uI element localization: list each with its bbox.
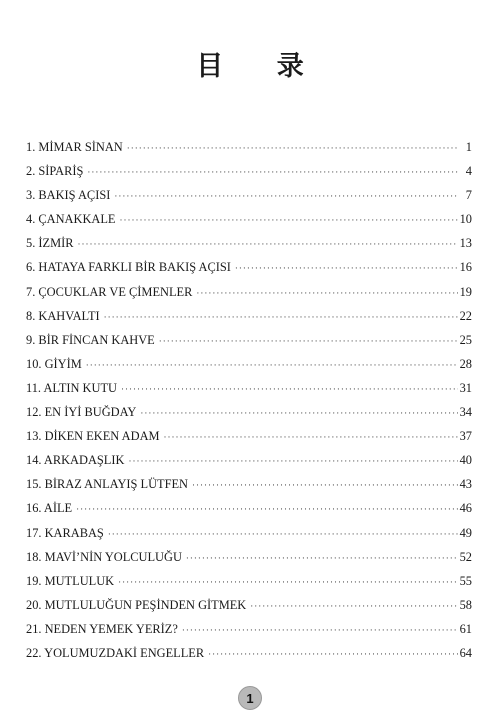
toc-entry-page-number: 28 <box>459 356 472 371</box>
toc-entry-title: 8. KAHVALTI <box>26 308 100 323</box>
toc-entry[interactable] <box>26 236 472 260</box>
toc-entry-page-number: 31 <box>459 380 472 395</box>
toc-entry-title: 9. BİR FİNCAN KAHVE <box>26 332 155 347</box>
dot-leader <box>118 578 458 587</box>
dot-leader <box>235 264 458 273</box>
toc-entry-title: 6. HATAYA FARKLI BİR BAKIŞ AÇISI <box>26 260 231 275</box>
toc-entry[interactable] <box>26 333 472 357</box>
toc-entry-title: 7. ÇOCUKLAR VE ÇİMENLER <box>26 284 193 299</box>
toc-entry-title: 4. ÇANAKKALE <box>26 212 116 227</box>
toc-entry[interactable] <box>26 381 472 405</box>
dot-leader <box>121 385 458 394</box>
dot-leader <box>78 240 458 249</box>
toc-entry-title: 1. MİMAR SİNAN <box>26 140 123 154</box>
toc-entry-page-number: 19 <box>459 284 472 299</box>
toc-entry-page-number: 37 <box>459 429 472 444</box>
toc-entry-title: 21. NEDEN YEMEK YERİZ? <box>26 621 178 636</box>
dot-leader <box>86 361 458 370</box>
toc-entry[interactable] <box>26 260 472 284</box>
toc-entry[interactable] <box>26 429 472 453</box>
dot-leader <box>128 457 457 466</box>
toc-entry-title: 11. ALTIN KUTU <box>26 380 117 395</box>
toc-entry-page-number: 40 <box>459 453 472 468</box>
toc-entry[interactable] <box>26 140 472 164</box>
toc-entry-page-number: 61 <box>459 621 472 636</box>
toc-entry-page-number: 58 <box>459 597 472 612</box>
toc-entry[interactable] <box>26 164 472 188</box>
toc-entry-title: 18. MAVİ’NİN YOLCULUĞU <box>26 549 182 564</box>
toc-entry[interactable] <box>26 188 472 212</box>
dot-leader <box>119 216 457 225</box>
toc-entry[interactable] <box>26 574 472 598</box>
toc-entry-title: 20. MUTLULUĞUN PEŞİNDEN GİTMEK <box>26 597 247 612</box>
toc-entry-page-number: 64 <box>459 645 472 660</box>
toc-entry-page-number: 25 <box>459 332 472 347</box>
dot-leader <box>208 650 457 659</box>
dot-leader <box>192 481 458 490</box>
toc-entry[interactable] <box>26 453 472 477</box>
toc-entry-title: 19. MUTLULUK <box>26 573 115 588</box>
toc-entry[interactable] <box>26 285 472 309</box>
toc-entry[interactable] <box>26 357 472 381</box>
toc-entry-page-number: 10 <box>459 212 472 227</box>
toc-entry[interactable] <box>26 598 472 622</box>
toc-entry-page-number: 4 <box>465 164 472 179</box>
toc-entry[interactable] <box>26 622 472 646</box>
toc-entry-page-number: 16 <box>459 260 472 275</box>
toc-entry-page-number: 22 <box>459 308 472 323</box>
toc-entry-title: 10. GİYİM <box>26 356 82 371</box>
table-of-contents <box>26 140 472 670</box>
toc-entry-title: 16. AİLE <box>26 501 73 516</box>
toc-entry[interactable] <box>26 550 472 574</box>
toc-entry[interactable] <box>26 477 472 501</box>
toc-entry-page-number: 55 <box>459 573 472 588</box>
toc-entry-title: 3. BAKIŞ AÇISI <box>26 188 111 203</box>
toc-entry-page-number: 1 <box>465 140 472 154</box>
toc-entry-page-number: 52 <box>459 549 472 564</box>
dot-leader <box>140 409 457 418</box>
dot-leader <box>159 337 458 346</box>
toc-entry[interactable] <box>26 405 472 429</box>
dot-leader <box>196 289 457 298</box>
toc-entry[interactable] <box>26 501 472 525</box>
dot-leader <box>250 602 457 611</box>
dot-leader <box>127 144 458 153</box>
dot-leader <box>182 626 458 635</box>
toc-entry-title: 17. KARABAŞ <box>26 525 104 540</box>
toc-entry-page-number: 34 <box>459 405 472 420</box>
dot-leader <box>87 168 458 177</box>
toc-entry-page-number: 43 <box>459 477 472 492</box>
toc-entry-page-number: 13 <box>459 236 472 251</box>
toc-entry-page-number: 49 <box>459 525 472 540</box>
dot-leader <box>186 554 458 563</box>
toc-entry-title: 13. DİKEN EKEN ADAM <box>26 429 160 444</box>
toc-entry-title: 5. İZMİR <box>26 236 74 251</box>
page-title: 目 录 <box>196 51 326 82</box>
toc-entry-title: 12. EN İYİ BUĞDAY <box>26 405 137 420</box>
toc-entry-title: 2. SİPARİŞ <box>26 164 84 179</box>
dot-leader <box>164 433 458 442</box>
dot-leader <box>104 313 458 322</box>
toc-entry-title: 22. YOLUMUZDAKİ ENGELLER <box>26 645 205 660</box>
dot-leader <box>108 530 458 539</box>
toc-entry-title: 15. BİRAZ ANLAYIŞ LÜTFEN <box>26 477 189 492</box>
page-number-badge: 1 <box>238 686 262 710</box>
dot-leader <box>114 192 458 201</box>
toc-entry[interactable] <box>26 526 472 550</box>
toc-entry[interactable] <box>26 646 472 670</box>
toc-entry[interactable] <box>26 309 472 333</box>
toc-entry-page-number: 7 <box>465 188 472 203</box>
toc-entry-page-number: 46 <box>459 501 472 516</box>
toc-entry[interactable] <box>26 212 472 236</box>
toc-entry-title: 14. ARKADAŞLIK <box>26 453 125 468</box>
dot-leader <box>76 505 457 514</box>
